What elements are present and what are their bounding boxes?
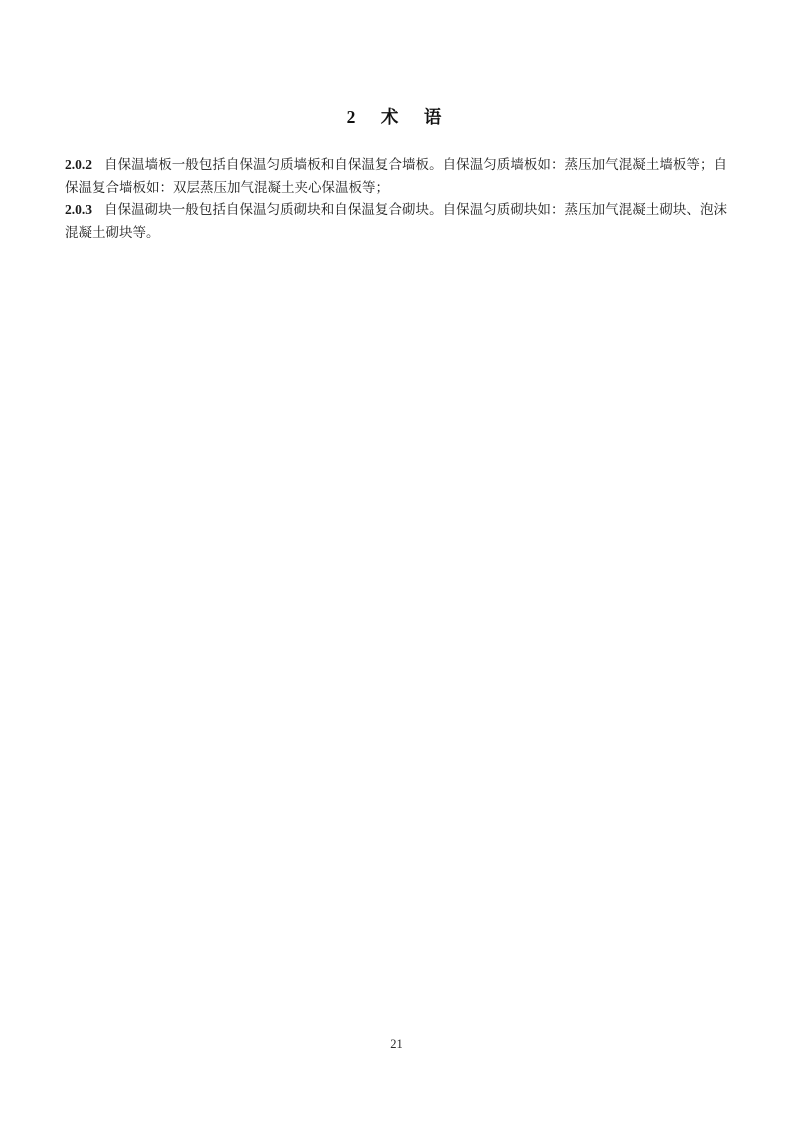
page-content [0, 0, 793, 244]
section-title: 2 术 语 [346, 107, 446, 127]
clause-paragraph [65, 199, 727, 244]
clause-number: 2.0.2 [65, 157, 92, 172]
clause-number: 2.0.3 [65, 202, 92, 217]
clause-paragraph [65, 154, 727, 199]
clause-text: 自保温墙板一般包括自保温匀质墙板和自保温复合墙板。自保温匀质墙板如：蒸压加气混凝土墙板等；自保温复合墙板如：双层蒸压加气混凝土夹心保温板等； [65, 157, 727, 195]
clause-text: 自保温砌块一般包括自保温匀质砌块和自保温复合砌块。自保温匀质砌块如：蒸压加气混凝土砌块、泡沫混凝土砌块等。 [65, 202, 727, 240]
page-number: 21 [390, 1037, 403, 1051]
